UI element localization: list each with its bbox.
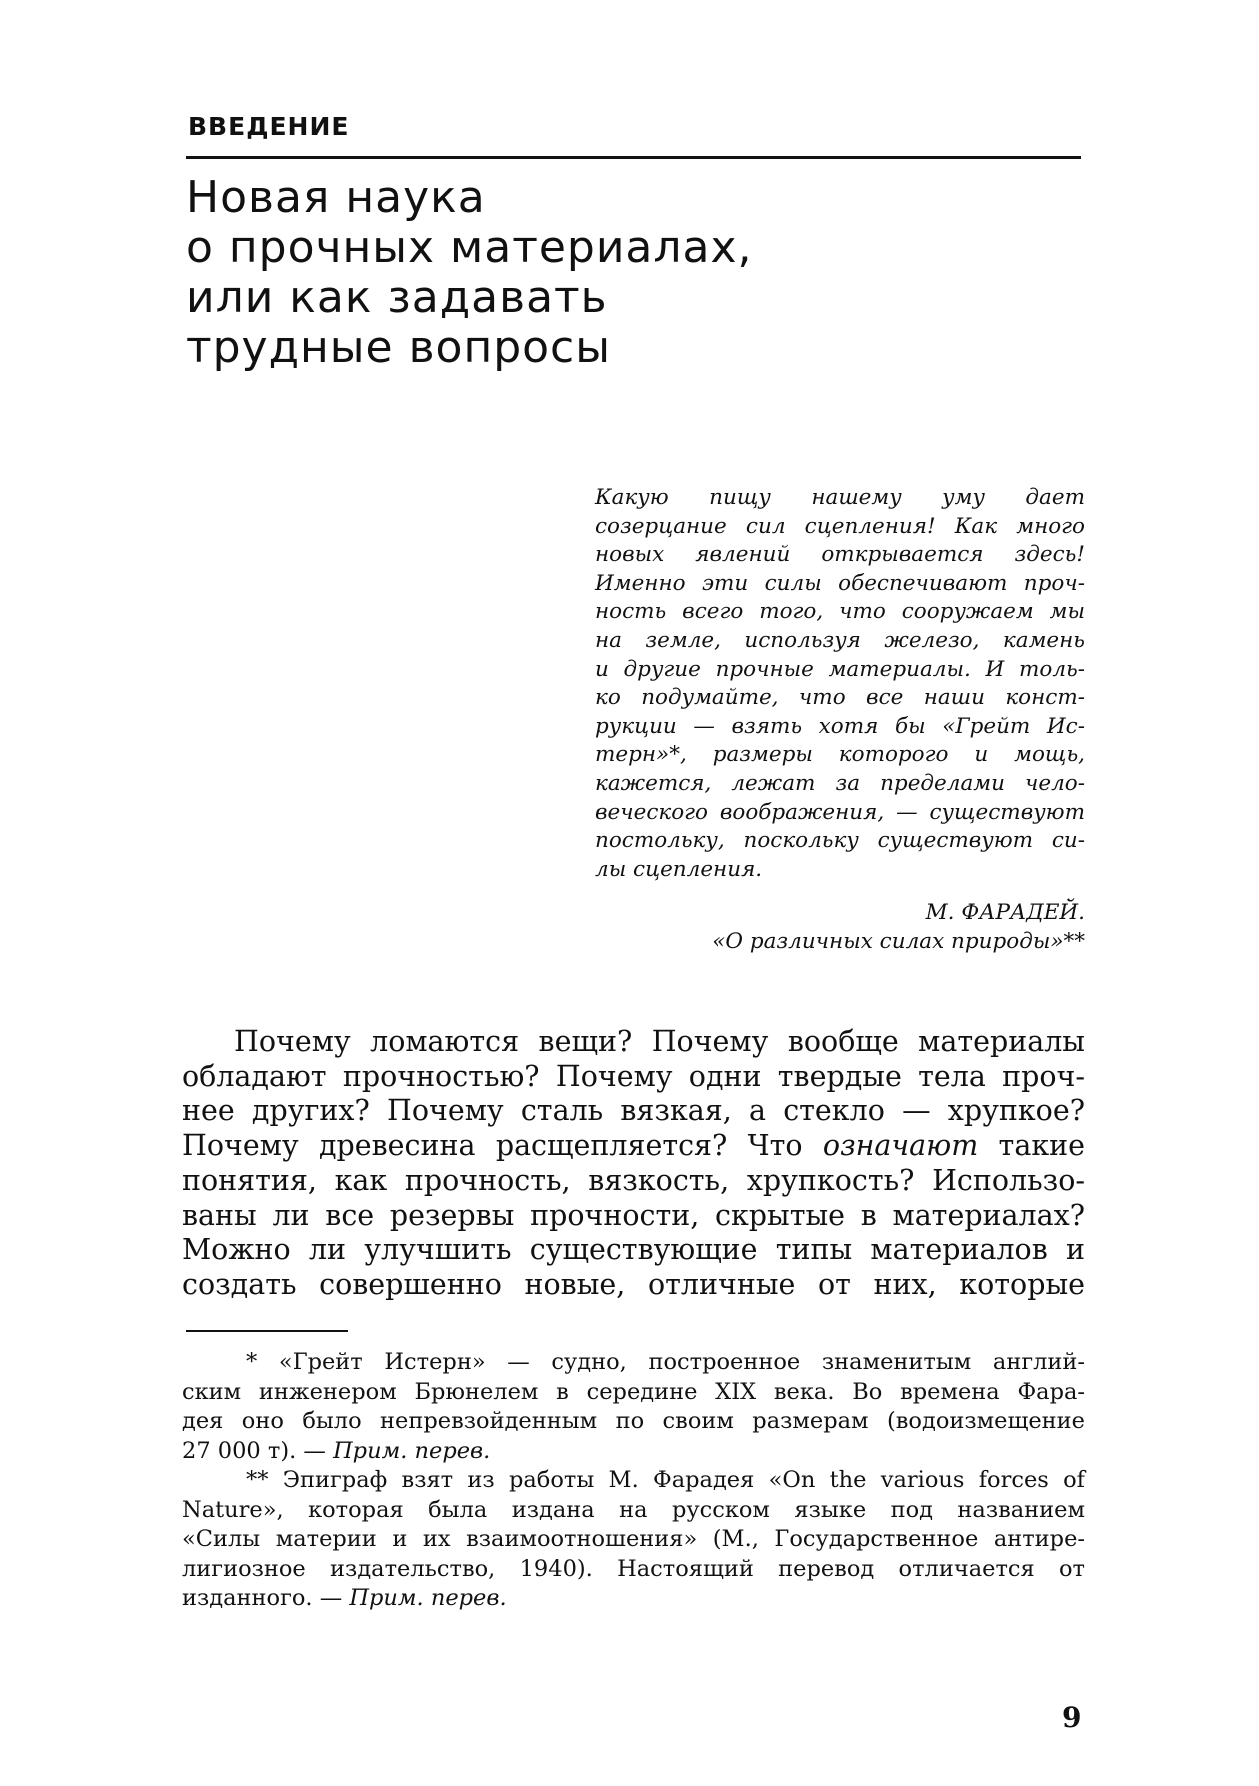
epigraph-line: постольку, поскольку существуют си- xyxy=(595,828,1085,854)
epigraph-line: кажется, лежат за пределами чело- xyxy=(595,770,1085,796)
body-paragraph xyxy=(182,1025,1085,1303)
epigraph-source: «О различных силах природы»** xyxy=(712,929,1085,954)
title-line: Новая наука xyxy=(186,172,486,223)
body-line: ваны ли все резервы прочности, скрытые в материалах? xyxy=(182,1198,1085,1232)
epigraph-line: новых явлений открывается здесь! xyxy=(595,542,1085,568)
footnote-line: дея оно было непревзойденным по своим размерам (водоизмещение xyxy=(182,1408,1085,1434)
body-line: Почему ломаются вещи? Почему вообще материалы xyxy=(234,1025,1085,1058)
footnotes xyxy=(182,1348,1085,1614)
epigraph-line: Именно эти силы обеспечивают проч- xyxy=(595,570,1085,596)
epigraph-line: лы сцепления. xyxy=(595,856,763,882)
epigraph-line: созерцание сил сцепления! Как много xyxy=(595,513,1085,539)
footnote-line xyxy=(182,1437,1085,1467)
page-number: 9 xyxy=(1062,1701,1082,1734)
body-line: обладают прочностью? Почему одни твердые тела проч- xyxy=(182,1059,1085,1093)
title-line: о прочных материалах, xyxy=(186,222,753,273)
header-rule xyxy=(186,156,1081,159)
epigraph-line: веческого воображения, — существуют xyxy=(595,799,1085,825)
title-line: или как задавать xyxy=(186,272,608,323)
chapter-title xyxy=(186,173,986,373)
epigraph-line: Какую пищу нашему уму дает xyxy=(595,485,1085,510)
title-line: трудные вопросы xyxy=(186,322,611,373)
body-line: нее других? Почему сталь вязкая, а стекло — хрупкое? xyxy=(182,1094,1085,1128)
epigraph-line: и другие прочные материалы. И толь- xyxy=(595,656,1085,682)
body-line: Почему древесина расщепляется? Что означают такие xyxy=(182,1129,1085,1163)
footnote-line: ским инженером Брюнелем в середине XIX века. Во времена Фара- xyxy=(182,1378,1085,1405)
epigraph-line: ность всего того, что сооружаем мы xyxy=(595,599,1085,625)
section-label: ВВЕДЕНИЕ xyxy=(188,112,350,141)
footnote-text: 27 000 т). — xyxy=(182,1437,334,1464)
footnote-line: * «Грейт Истерн» — судно, построенное знаменитым англий- xyxy=(246,1349,1085,1375)
emphasis: означают xyxy=(822,1129,979,1163)
body-line: создать совершенно новые, отличные от них, которые xyxy=(182,1267,1085,1301)
epigraph xyxy=(595,484,1085,884)
epigraph-attribution xyxy=(595,898,1085,956)
body-line: понятия, как прочность, вязкость, хрупкость? Использо- xyxy=(182,1163,1085,1197)
epigraph-line: рукции — взять хотя бы «Грейт Ис- xyxy=(595,713,1085,739)
body-line: Можно ли улучшить существующие типы материалов и xyxy=(182,1233,1085,1267)
footnote-text: изданного. — xyxy=(182,1585,350,1611)
epigraph-author: М. ФАРАДЕЙ. xyxy=(925,900,1085,925)
epigraph-line: ко подумайте, что все наши конст- xyxy=(595,685,1085,711)
epigraph-line: на земле, используя железо, камень xyxy=(595,627,1085,653)
footnote-line: Nature», которая была издана на русском языке под названием xyxy=(182,1496,1085,1523)
translator-note: Прим. перев. xyxy=(349,1585,507,1611)
epigraph-line: терн»*, размеры которого и мощь, xyxy=(595,742,1085,768)
footnote-rule xyxy=(186,1330,348,1332)
translator-note: Прим. перев. xyxy=(333,1437,491,1464)
footnote-line: лигиозное издательство, 1940). Настоящий перевод отличается от xyxy=(182,1555,1085,1582)
footnote-line: «Силы материи и их взаимоотношения» (М., Государственное антире- xyxy=(182,1526,1085,1552)
footnote-line: ** Эпиграф взят из работы М. Фарадея «On the various forces of xyxy=(246,1467,1085,1493)
footnote-line xyxy=(182,1584,1085,1614)
